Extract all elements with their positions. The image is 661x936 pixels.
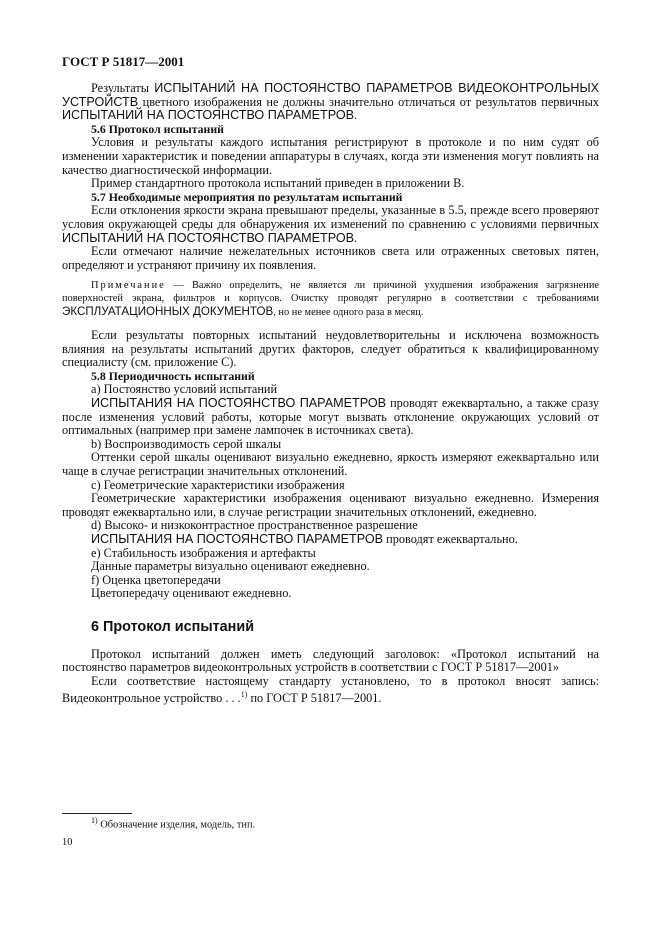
item-b-text: Оттенки серой шкалы оценивают визуально ежедневно, яркость измеряют ежеквартально или чаще в случае регистрации значительных отклонений. xyxy=(62,450,599,479)
term-run: ЭКСПЛУАТАЦИОННЫХ ДОКУМЕНТОВ xyxy=(62,304,274,318)
text-run: по ГОСТ Р 51817—2001. xyxy=(247,691,382,706)
text-run: проводят ежеквартально, а также сразу после изменения условий работы, которые могут вызвать отклонение окружающих условий от оптимальных (например при замене лампочек в источниках света). xyxy=(62,396,599,438)
text-run: . xyxy=(354,230,358,245)
standard-header: ГОСТ Р 51817—2001 xyxy=(62,54,185,69)
paragraph-5-6-2: Пример стандартного протокола испытаний приведен в приложении В. xyxy=(91,176,465,191)
note xyxy=(62,280,599,319)
item-e-text: Данные параметры визуально оценивают ежедневно. xyxy=(91,559,370,574)
item-c-text: Геометрические характеристики изображения оценивают визуально ежедневно. Измерения проводят ежеквартально или, в случае регистрации значительных отклонений, ежедневно. xyxy=(62,491,599,519)
paragraph-5-7-3: Если результаты повторных испытаний неудовлетворительны и исключена возможность влияния на результаты испытаний других факторов, следует обратиться к квалифицированному специалисту (см. приложение С). xyxy=(62,328,599,370)
item-d-title: d) Высоко- и низкоконтрастное пространственное разрешение xyxy=(91,518,418,533)
text-run: Если соответствие настоящему стандарту установлено, то в протокол вносят запись: Видеоконтрольное устройство . . . xyxy=(62,673,599,706)
text-run: цветного изображения не должны значительно отличаться от результатов первичных xyxy=(138,94,599,109)
term-run: ИСПЫТАНИЙ НА ПОСТОЯНСТВО ПАРАМЕТРОВ ВИДЕОКОНТРОЛЬНЫХ УСТРОЙСТВ xyxy=(62,81,599,109)
term-run: ИСПЫТАНИЯ НА ПОСТОЯНСТВО ПАРАМЕТРОВ xyxy=(91,532,384,546)
item-e-title: e) Стабильность изображения и артефакты xyxy=(91,545,316,560)
item-f-text: Цветопередачу оценивают ежедневно. xyxy=(91,586,292,601)
footnote-ref: 1) xyxy=(240,690,248,700)
paragraph-results xyxy=(62,82,599,123)
document-body xyxy=(62,82,599,706)
text-run: — Важно определить, не является ли причиной ухудшения изображения загрязнение поверхностей экрана, фильтров и корпусов. Очистку проводят регулярно в соответствии с требованиями xyxy=(62,280,599,304)
text-run: проводят ежеквартально. xyxy=(383,532,518,546)
note-label: Примечание xyxy=(91,280,166,292)
text-run: , но не менее одного раза в месяц. xyxy=(273,306,424,318)
item-a-text xyxy=(62,397,599,438)
section-6-title: 6 Протокол испытаний xyxy=(91,618,255,635)
item-d-text xyxy=(62,533,599,547)
paragraph-6-2 xyxy=(62,675,599,706)
paragraph-5-6-1: Условия и результаты каждого испытания регистрируют в протоколе и по ним судят об изменении характеристик и поведении аппаратуры в случаях, когда эти изменения могут повлиять на качество диагностической информации. xyxy=(62,135,599,177)
heading-5-7: 5.7 Необходимые мероприятия по результатам испытаний xyxy=(91,189,403,204)
text-run: Если отклонения яркости экрана превышают пределы, указанные в 5.5, прежде всего проверяют условия окружающей среды для обнаружения их изменений по сравнению с условиями первичных xyxy=(62,203,599,231)
item-f-title: f) Оценка цветопередачи xyxy=(91,572,221,587)
term-run: ИСПЫТАНИЙ НА ПОСТОЯНСТВО ПАРАМЕТРОВ xyxy=(62,230,355,245)
term-run: ИСПЫТАНИЯ НА ПОСТОЯНСТВО ПАРАМЕТРОВ xyxy=(91,396,387,411)
paragraph-6-1: Протокол испытаний должен иметь следующий заголовок: «Протокол испытаний на постоянство параметров видеоконтрольных устройств в соответствии с ГОСТ Р 51817—2001» xyxy=(62,646,599,675)
item-a-title: a) Постоянство условий испытаний xyxy=(91,382,278,397)
paragraph-5-7-1 xyxy=(62,204,599,245)
item-c-title: c) Геометрические характеристики изображения xyxy=(91,477,345,492)
term-run: ИСПЫТАНИЙ НА ПОСТОЯНСТВО ПАРАМЕТРОВ xyxy=(62,108,355,123)
footnote-divider xyxy=(62,813,132,814)
heading-5-6: 5.6 Протокол испытаний xyxy=(91,121,224,136)
item-b-title: b) Воспроизводимость серой шкалы xyxy=(91,436,282,451)
text-run: . xyxy=(354,108,358,123)
footnote-text: Обозначение изделия, модель, тип. xyxy=(97,819,256,831)
page-number: 10 xyxy=(62,837,73,848)
heading-5-8: 5.8 Периодичность испытаний xyxy=(91,368,255,383)
text-run: Результаты xyxy=(91,81,155,95)
footnote xyxy=(91,816,255,830)
paragraph-5-7-2: Если отмечают наличие нежелательных источников света или отраженных световых пятен, определяют и устраняют причину их появления. xyxy=(62,244,599,272)
footnote-mark: 1) xyxy=(91,816,98,825)
